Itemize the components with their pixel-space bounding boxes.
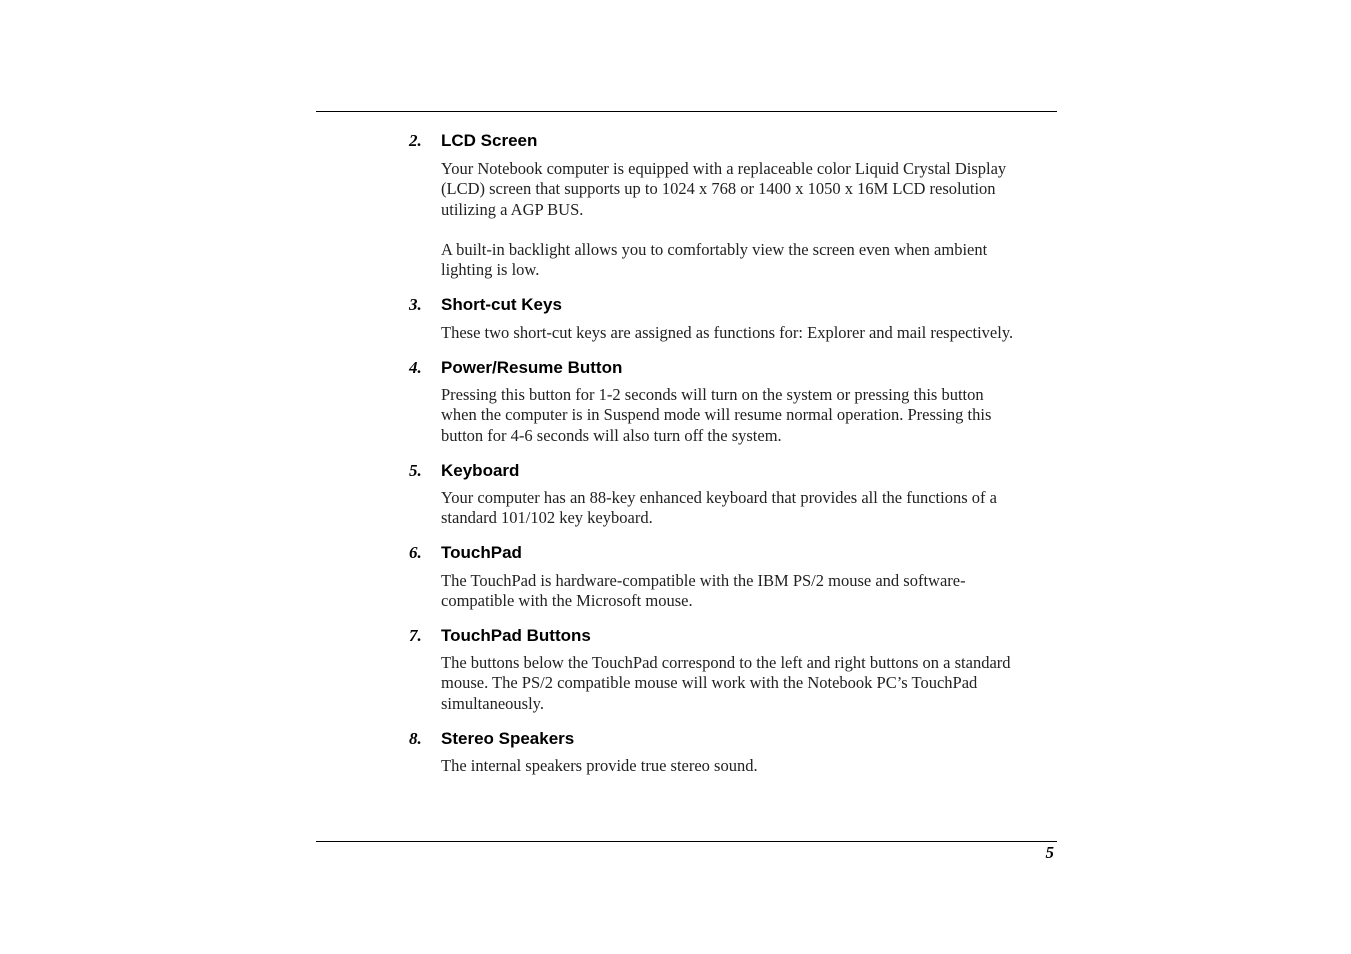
paragraph-line: The buttons below the TouchPad correspond to the left and right buttons on a standard bbox=[441, 653, 1011, 672]
paragraph-line: A built-in backlight allows you to comfortably view the screen even when ambient bbox=[441, 240, 988, 259]
paragraph-line: The internal speakers provide true stereo sound. bbox=[441, 756, 758, 775]
paragraph-line: compatible with the Microsoft mouse. bbox=[441, 591, 693, 611]
section-paragraph bbox=[441, 240, 987, 281]
paragraph-line: The TouchPad is hardware-compatible with the IBM PS/2 mouse and software- bbox=[441, 571, 966, 590]
paragraph-line: Your computer has an 88-key enhanced keyboard that provides all the functions of a bbox=[441, 488, 997, 507]
section-heading: LCD Screen bbox=[441, 131, 538, 150]
section-number: 6. bbox=[409, 543, 422, 562]
paragraph-line: utilizing a AGP BUS. bbox=[441, 199, 584, 219]
section-number: 4. bbox=[409, 358, 422, 377]
section-heading: Short-cut Keys bbox=[441, 295, 562, 314]
section-paragraph bbox=[441, 323, 1013, 343]
section-number: 8. bbox=[409, 729, 422, 748]
paragraph-line: mouse. The PS/2 compatible mouse will work with the Notebook PC’s TouchPad bbox=[441, 673, 978, 693]
section-number: 5. bbox=[409, 461, 422, 480]
section-number: 7. bbox=[409, 626, 422, 645]
paragraph-line: These two short-cut keys are assigned as functions for: Explorer and mail respectively. bbox=[441, 323, 1014, 342]
section-number: 2. bbox=[409, 131, 422, 150]
section-paragraph bbox=[441, 653, 1011, 714]
section-heading: TouchPad Buttons bbox=[441, 626, 591, 645]
header-rule bbox=[316, 111, 1057, 112]
paragraph-line: (LCD) screen that supports up to 1024 x 768 or 1400 x 1050 x 16M LCD resolution bbox=[441, 179, 996, 199]
section-paragraph bbox=[441, 385, 991, 446]
section-heading: Power/Resume Button bbox=[441, 358, 623, 377]
paragraph-line: simultaneously. bbox=[441, 693, 544, 713]
section-heading: TouchPad bbox=[441, 543, 522, 562]
paragraph-line: Your Notebook computer is equipped with a replaceable color Liquid Crystal Display bbox=[441, 159, 1007, 178]
section-paragraph bbox=[441, 159, 1006, 220]
section-paragraph bbox=[441, 756, 758, 776]
section-number: 3. bbox=[409, 295, 422, 314]
section-paragraph bbox=[441, 488, 997, 529]
paragraph-line: Pressing this button for 1-2 seconds will turn on the system or pressing this button bbox=[441, 385, 984, 404]
page-number: 5 bbox=[1045, 843, 1054, 862]
footer-rule bbox=[316, 841, 1057, 842]
paragraph-line: button for 4-6 seconds will also turn off the system. bbox=[441, 425, 782, 445]
paragraph-line: standard 101/102 key keyboard. bbox=[441, 508, 653, 528]
section-paragraph bbox=[441, 571, 966, 612]
paragraph-line: when the computer is in Suspend mode will resume normal operation. Pressing this bbox=[441, 405, 992, 425]
paragraph-line: lighting is low. bbox=[441, 260, 540, 280]
section-heading: Stereo Speakers bbox=[441, 729, 575, 748]
section-heading: Keyboard bbox=[441, 461, 520, 480]
